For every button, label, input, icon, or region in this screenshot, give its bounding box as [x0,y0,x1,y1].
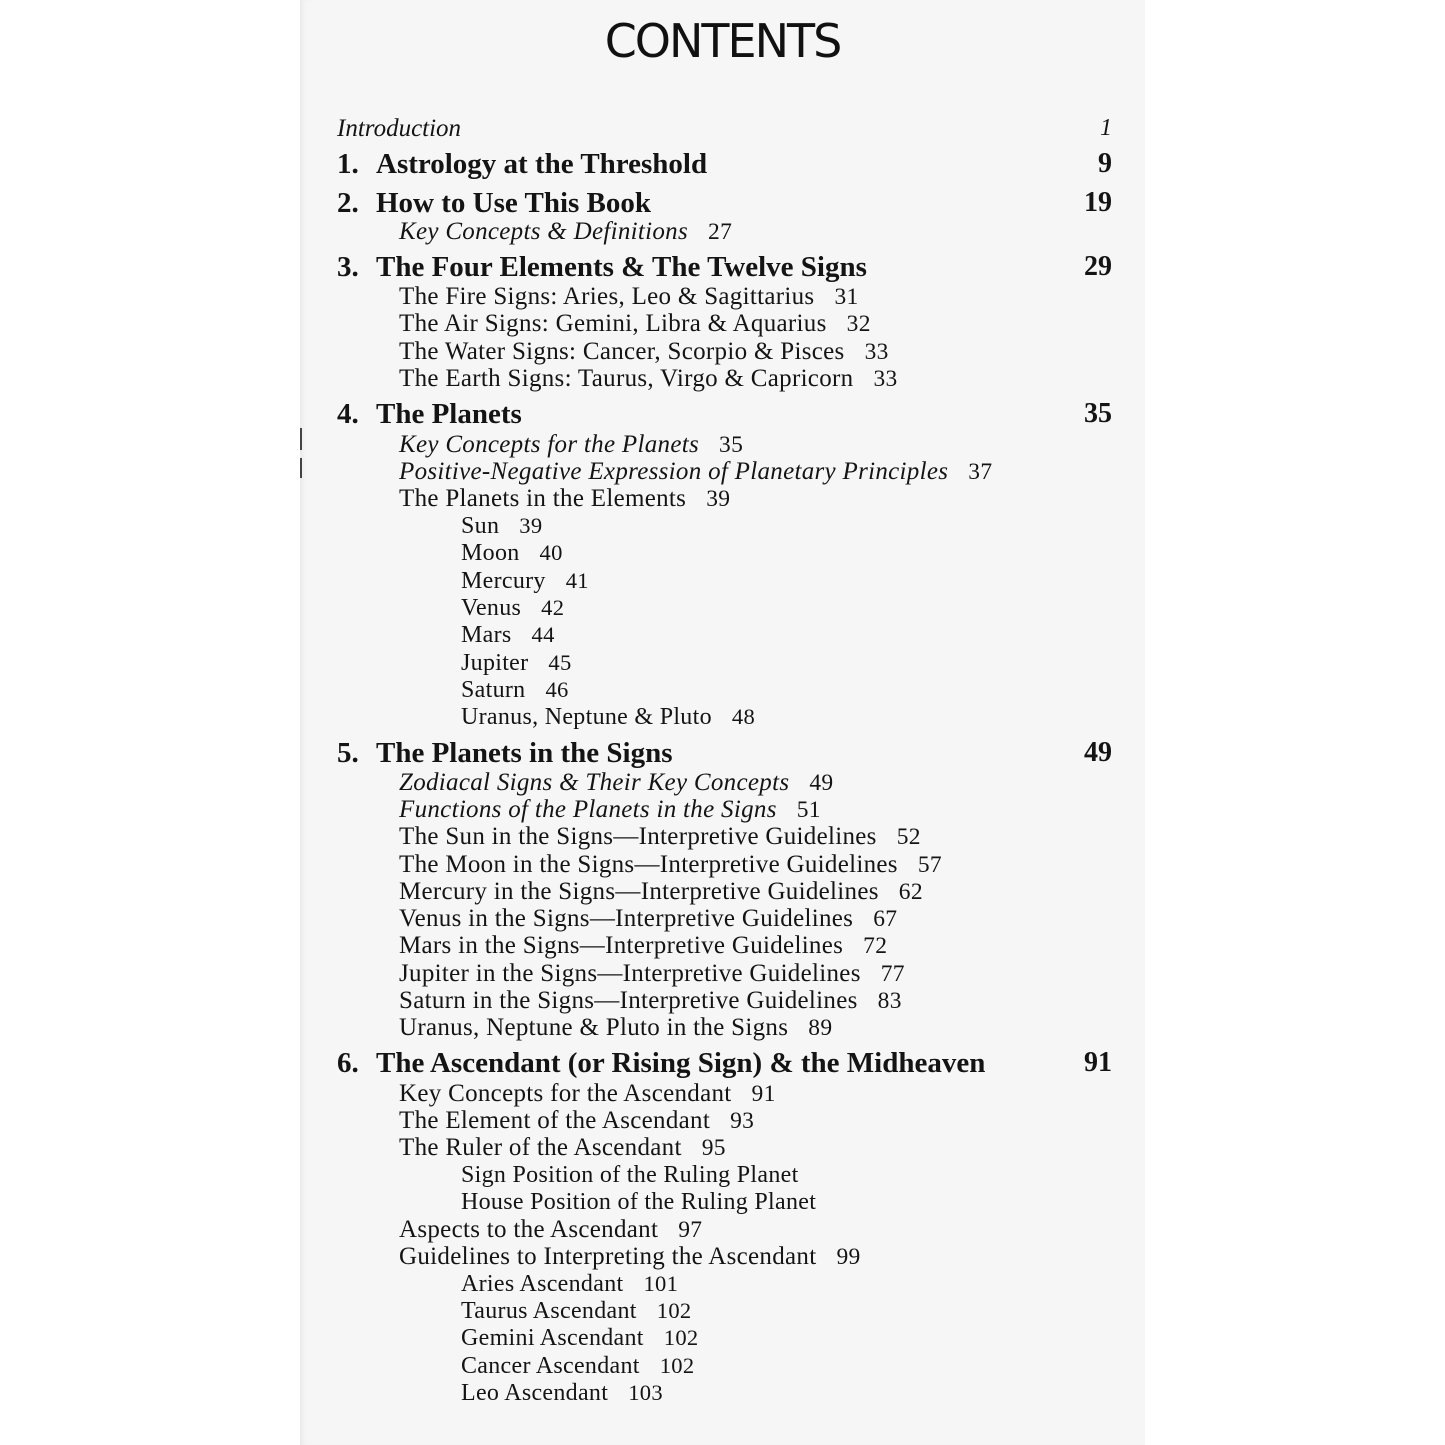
entry-title: Functions of the Planets in the Signs [399,796,777,824]
entry-title: Key Concepts for the Planets [399,431,700,459]
chapter-number: 6. [337,1047,359,1080]
entry-title: Saturn in the Signs—Interpretive Guidelines [399,987,858,1015]
entry-title: The Water Signs: Cancer, Scorpio & Pisces [399,338,845,366]
page-number: 101 [643,1271,679,1297]
chapter-entry [337,1047,986,1080]
section-entry [399,219,732,245]
chapter-number: 4. [337,398,359,431]
page-number: 48 [731,704,756,730]
page-number: 89 [808,1015,833,1042]
section-entry [399,797,821,823]
page-number: 102 [656,1298,692,1324]
entry-title: Jupiter [461,650,529,677]
entry-title: The Planets in the Elements [399,485,687,513]
entry-title: Key Concepts & Definitions [399,218,689,246]
entry-title: The Air Signs: Gemini, Libra & Aquarius [399,310,827,338]
page-number: 52 [896,824,921,851]
entry-title: Venus in the Signs—Interpretive Guidelines [399,905,854,933]
entry-title: The Fire Signs: Aries, Leo & Sagittarius [399,283,815,311]
page-number: 46 [545,677,569,703]
page-number: 97 [678,1217,703,1244]
page-number: 77 [880,961,905,988]
introduction-entry [337,116,461,141]
entry-title: Mars [461,622,512,649]
page-number: 93 [730,1108,755,1135]
page-number: 57 [917,852,942,879]
chapter-entry [337,187,652,220]
entry-title: The Earth Signs: Taurus, Virgo & Capricorn [399,365,854,393]
page-number: 72 [863,933,888,960]
chapter-entry [337,398,522,431]
entry-title: The Planets in the Signs [376,737,673,770]
entry-title: Jupiter in the Signs—Interpretive Guidelines [399,960,861,988]
entry-title: Gemini Ascendant [461,1325,644,1352]
page-number: 41 [565,568,589,594]
section-entry [461,623,555,647]
section-entry [399,432,743,458]
section-entry [399,339,889,365]
page-number: 44 [531,622,555,648]
page-number: 95 [701,1135,726,1162]
entry-title: The Moon in the Signs—Interpretive Guidelines [399,851,898,879]
section-entry [461,541,563,565]
page-title: CONTENTS [604,14,841,68]
entry-title: Introduction [337,115,462,143]
page-number: 31 [834,284,859,311]
margin-mark [300,428,302,450]
section-entry [461,569,589,593]
page-number: 62 [898,879,923,906]
entry-title: Key Concepts for the Ascendant [399,1080,732,1108]
page-number: 103 [628,1380,663,1406]
section-entry [399,1015,832,1041]
section-entry [461,1381,663,1405]
chapter-entry [337,148,708,181]
entry-title: The Planets [376,398,522,431]
chapter-number: 5. [337,737,359,770]
entry-title: The Four Elements & The Twelve Signs [376,251,867,284]
page-number: 9 [1098,148,1112,180]
section-entry [461,1354,694,1378]
section-entry [399,988,902,1014]
entry-title: Leo Ascendant [461,1380,609,1407]
page-number: 27 [708,219,733,246]
entry-title: Taurus Ascendant [461,1298,637,1325]
page-number: 35 [1084,398,1112,430]
entry-title: House Position of the Ruling Planet [461,1189,817,1216]
page-number: 102 [659,1353,695,1379]
page-number: 102 [663,1325,699,1351]
entry-title: The Ruler of the Ascendant [399,1134,682,1162]
entry-title: Mars in the Signs—Interpretive Guidelines [399,932,844,960]
chapter-number: 1. [337,148,359,181]
entry-title: Moon [461,540,520,567]
chapter-entry [337,251,867,284]
section-entry [399,1217,702,1243]
entry-title: Astrology at the Threshold [376,148,708,181]
entry-title: Positive-Negative Expression of Planetary Principles [399,458,949,486]
section-entry [399,284,859,310]
page-number: 83 [877,988,902,1015]
entry-title: The Element of the Ascendant [399,1107,711,1135]
entry-title: Guidelines to Interpreting the Ascendant [399,1243,817,1271]
section-entry [461,1299,691,1323]
section-entry [399,1135,726,1161]
chapter-number: 2. [337,187,359,220]
section-entry [399,933,887,959]
entry-title: Aries Ascendant [461,1271,624,1298]
page-number: 49 [1084,737,1112,769]
entry-title: The Sun in the Signs—Interpretive Guidelines [399,823,877,851]
page-number: 19 [1084,187,1112,219]
page-number: 33 [873,366,898,393]
section-entry [461,705,755,729]
page-number: 39 [519,513,543,539]
section-entry [461,1190,816,1214]
margin-mark [300,458,302,478]
entry-title: Uranus, Neptune & Pluto in the Signs [399,1014,789,1042]
page-number: 29 [1084,251,1112,283]
section-entry [461,1163,799,1187]
entry-title: Sun [461,513,500,540]
entry-title: Mercury in the Signs—Interpretive Guidelines [399,878,879,906]
entry-title: How to Use This Book [376,187,652,220]
section-entry [399,824,921,850]
entry-title: Uranus, Neptune & Pluto [461,704,712,731]
section-entry [461,651,572,675]
entry-title: Zodiacal Signs & Their Key Concepts [399,769,790,797]
chapter-number: 3. [337,251,359,284]
section-entry [399,486,730,512]
page-number: 67 [873,906,898,933]
page-number: 39 [706,486,731,513]
section-entry [399,770,833,796]
entry-title: Aspects to the Ascendant [399,1216,659,1244]
entry-title: Saturn [461,677,526,704]
page-number: 91 [1084,1047,1112,1079]
section-entry [399,1108,754,1134]
section-entry [399,1244,861,1270]
entry-title: The Ascendant (or Rising Sign) & the Midheaven [376,1047,986,1080]
section-entry [461,1326,699,1350]
page-number: 1 [1100,115,1112,142]
section-entry [461,596,564,620]
page-number: 99 [836,1244,861,1271]
page-number: 37 [968,459,993,486]
section-entry [461,514,542,538]
section-entry [399,906,897,932]
page-number: 40 [539,540,563,566]
section-entry [399,459,992,485]
entry-title: Cancer Ascendant [461,1353,640,1380]
page-number: 49 [809,770,834,797]
entry-title: Sign Position of the Ruling Planet [461,1162,799,1189]
entry-title: Venus [461,595,522,622]
section-entry [399,366,898,392]
section-entry [399,852,942,878]
page-number: 45 [548,650,572,676]
page-number: 51 [796,797,821,824]
page-number: 42 [541,595,565,621]
section-entry [461,1272,678,1296]
section-entry [399,879,923,905]
section-entry [399,311,871,337]
section-entry [461,678,569,702]
section-entry [399,961,905,987]
section-entry [399,1081,776,1107]
entry-title: Mercury [461,568,546,595]
page-number: 91 [751,1081,776,1108]
page-number: 32 [846,311,871,338]
chapter-entry [337,737,673,770]
page-number: 33 [864,339,889,366]
page-number: 35 [719,432,744,459]
